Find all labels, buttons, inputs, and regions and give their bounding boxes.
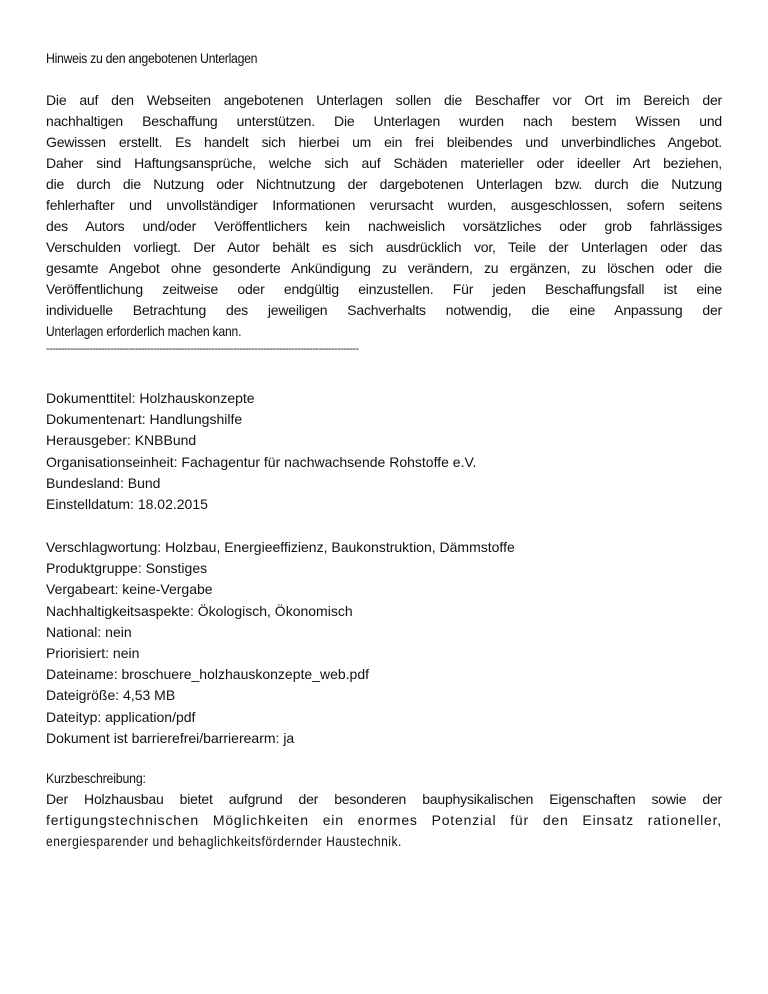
metadata-value: Handlungshilfe — [149, 411, 243, 428]
metadata-label: Organisationseinheit — [46, 453, 174, 470]
metadata-label: Dokumenttitel — [46, 390, 132, 406]
metadata-label: Dateiname — [46, 666, 114, 683]
metadata-separator: : — [126, 432, 135, 449]
notice-heading: Hinweis zu den angebotenen Unterlagen — [46, 50, 258, 66]
metadata-label: Dateigröße — [46, 687, 116, 704]
disclaimer-paragraph — [46, 90, 722, 342]
metadata-value: Holzbau, Energieeffizienz, Baukonstruktion, Dämmstoffe — [165, 539, 515, 555]
metadata-separator: : — [130, 495, 138, 512]
metadata-row — [46, 388, 476, 409]
metadata-value: Fachagentur für nachwachsende Rohstoffe e.V. — [181, 453, 477, 470]
metadata-row — [46, 558, 515, 579]
summary-line: Der Holzhausbau bietet aufgrund der besonderen bauphysikalischen Eigenschaften sowie der — [46, 791, 722, 807]
metadata-label: Einstelldatum — [46, 495, 131, 512]
summary-label: Kurzbeschreibung: — [46, 770, 146, 786]
disclaimer-line: gesamte Angebot ohne gesonderte Ankündigung zu verändern, zu ergänzen, zu löschen oder die — [46, 260, 722, 276]
metadata-value: application/pdf — [105, 708, 196, 725]
disclaimer-line: Veröffentlichung zeitweise oder endgültig einzustellen. Für jeden Beschaffungsfall ist eine — [46, 281, 722, 297]
metadata-row — [46, 685, 515, 706]
metadata-value: Holzhauskonzepte — [139, 390, 255, 406]
metadata-row — [46, 452, 476, 473]
metadata-value: keine-Vergabe — [122, 581, 213, 598]
metadata-row — [46, 664, 515, 685]
metadata-row — [46, 494, 476, 515]
metadata-separator: : — [137, 560, 146, 577]
metadata-label: Bundesland — [46, 474, 120, 491]
metadata-row — [46, 537, 515, 558]
metadata-row — [46, 409, 476, 430]
metadata-separator: : — [114, 581, 123, 598]
metadata-label: Priorisiert — [46, 644, 106, 661]
metadata-label: Dokument ist barrierefrei/barrierearm — [46, 729, 276, 746]
metadata-separator: : — [131, 390, 140, 406]
metadata-separator: : — [119, 474, 128, 491]
metadata-label: Nachhaltigkeitsaspekte — [46, 602, 190, 619]
metadata-separator: : — [115, 687, 124, 704]
metadata-row — [46, 601, 515, 622]
metadata-value: KNBBund — [134, 432, 197, 449]
disclaimer-line: individuelle Betrachtung des jeweiligen Sachverhalts notwendig, die eine Anpassung der — [46, 302, 722, 318]
metadata-separator: : — [189, 602, 198, 619]
metadata-value: 18.02.2015 — [137, 495, 208, 512]
metadata-separator: : — [157, 539, 166, 555]
metadata-label: Produktgruppe — [46, 560, 138, 577]
metadata-row — [46, 728, 515, 749]
metadata-label: Dokumentenart — [46, 411, 142, 428]
metadata-row — [46, 622, 515, 643]
document-info-list — [46, 388, 476, 515]
metadata-row — [46, 643, 515, 664]
metadata-value: Sonstiges — [145, 560, 208, 577]
metadata-label: Herausgeber — [46, 432, 127, 449]
metadata-value: 4,53 MB — [123, 687, 176, 704]
document-details-list — [46, 537, 515, 749]
metadata-label: Verschlagwortung — [46, 539, 158, 555]
metadata-row — [46, 579, 515, 600]
metadata-value: ja — [283, 729, 295, 746]
metadata-separator: : — [97, 708, 106, 725]
metadata-label: Vergabeart — [46, 581, 115, 598]
summary-section — [46, 768, 722, 852]
metadata-separator: : — [105, 644, 113, 661]
metadata-separator: : — [97, 623, 106, 640]
disclaimer-line: Verschulden vorliegt. Der Autor behält es sich ausdrücklich vor, Teile der Unterlagen oder das — [46, 239, 722, 255]
disclaimer-line: Gewissen erstellt. Es handelt sich hierbei um ein frei bleibendes und unverbindliches Angebot. — [46, 134, 722, 150]
disclaimer-line: Daher sind Haftungsansprüche, welche sich auf Schäden materieller oder ideeller Art beziehen, — [46, 155, 722, 171]
metadata-value: nein — [112, 644, 140, 661]
summary-line: fertigungstechnischen Möglichkeiten ein enormes Potenzial für den Einsatz rationeller, — [46, 812, 722, 828]
metadata-label: Dateityp — [46, 708, 98, 725]
disclaimer-line: des Autors und/oder Veröffentlichers kein nachweislich vorsätzliches oder grob fahrlässiges — [46, 218, 722, 234]
disclaimer-line: die durch die Nutzung oder Nichtnutzung der dargebotenen Unterlagen bzw. durch die Nutzung — [46, 176, 722, 192]
metadata-row — [46, 707, 515, 728]
metadata-separator: : — [113, 666, 122, 683]
metadata-value: Ökologisch, Ökonomisch — [197, 602, 353, 619]
metadata-row — [46, 473, 476, 494]
metadata-row — [46, 430, 476, 451]
metadata-separator: : — [275, 729, 284, 746]
disclaimer-line: Unterlagen erforderlich machen kann. — [46, 323, 242, 339]
separator-line: ------------------------------------------------------------------------------------------------------ — [46, 343, 359, 355]
metadata-label: National — [46, 623, 98, 640]
metadata-value: nein — [105, 623, 132, 640]
disclaimer-line: Die auf den Webseiten angebotenen Unterlagen sollen die Beschaffer vor Ort im Bereich der — [46, 92, 722, 108]
disclaimer-line: fehlerhafter und unvollständiger Informationen verursacht wurden, ausgeschlossen, sofern seitens — [46, 197, 722, 213]
disclaimer-line: nachhaltigen Beschaffung unterstützen. Die Unterlagen wurden nach bestem Wissen und — [46, 113, 722, 129]
metadata-separator: : — [141, 411, 150, 428]
metadata-value: broschuere_holzhauskonzepte_web.pdf — [121, 666, 369, 683]
summary-line: energiesparender und behaglichkeitsfördernder Haustechnik. — [46, 833, 402, 849]
metadata-separator: : — [173, 453, 182, 470]
metadata-value: Bund — [127, 474, 161, 491]
